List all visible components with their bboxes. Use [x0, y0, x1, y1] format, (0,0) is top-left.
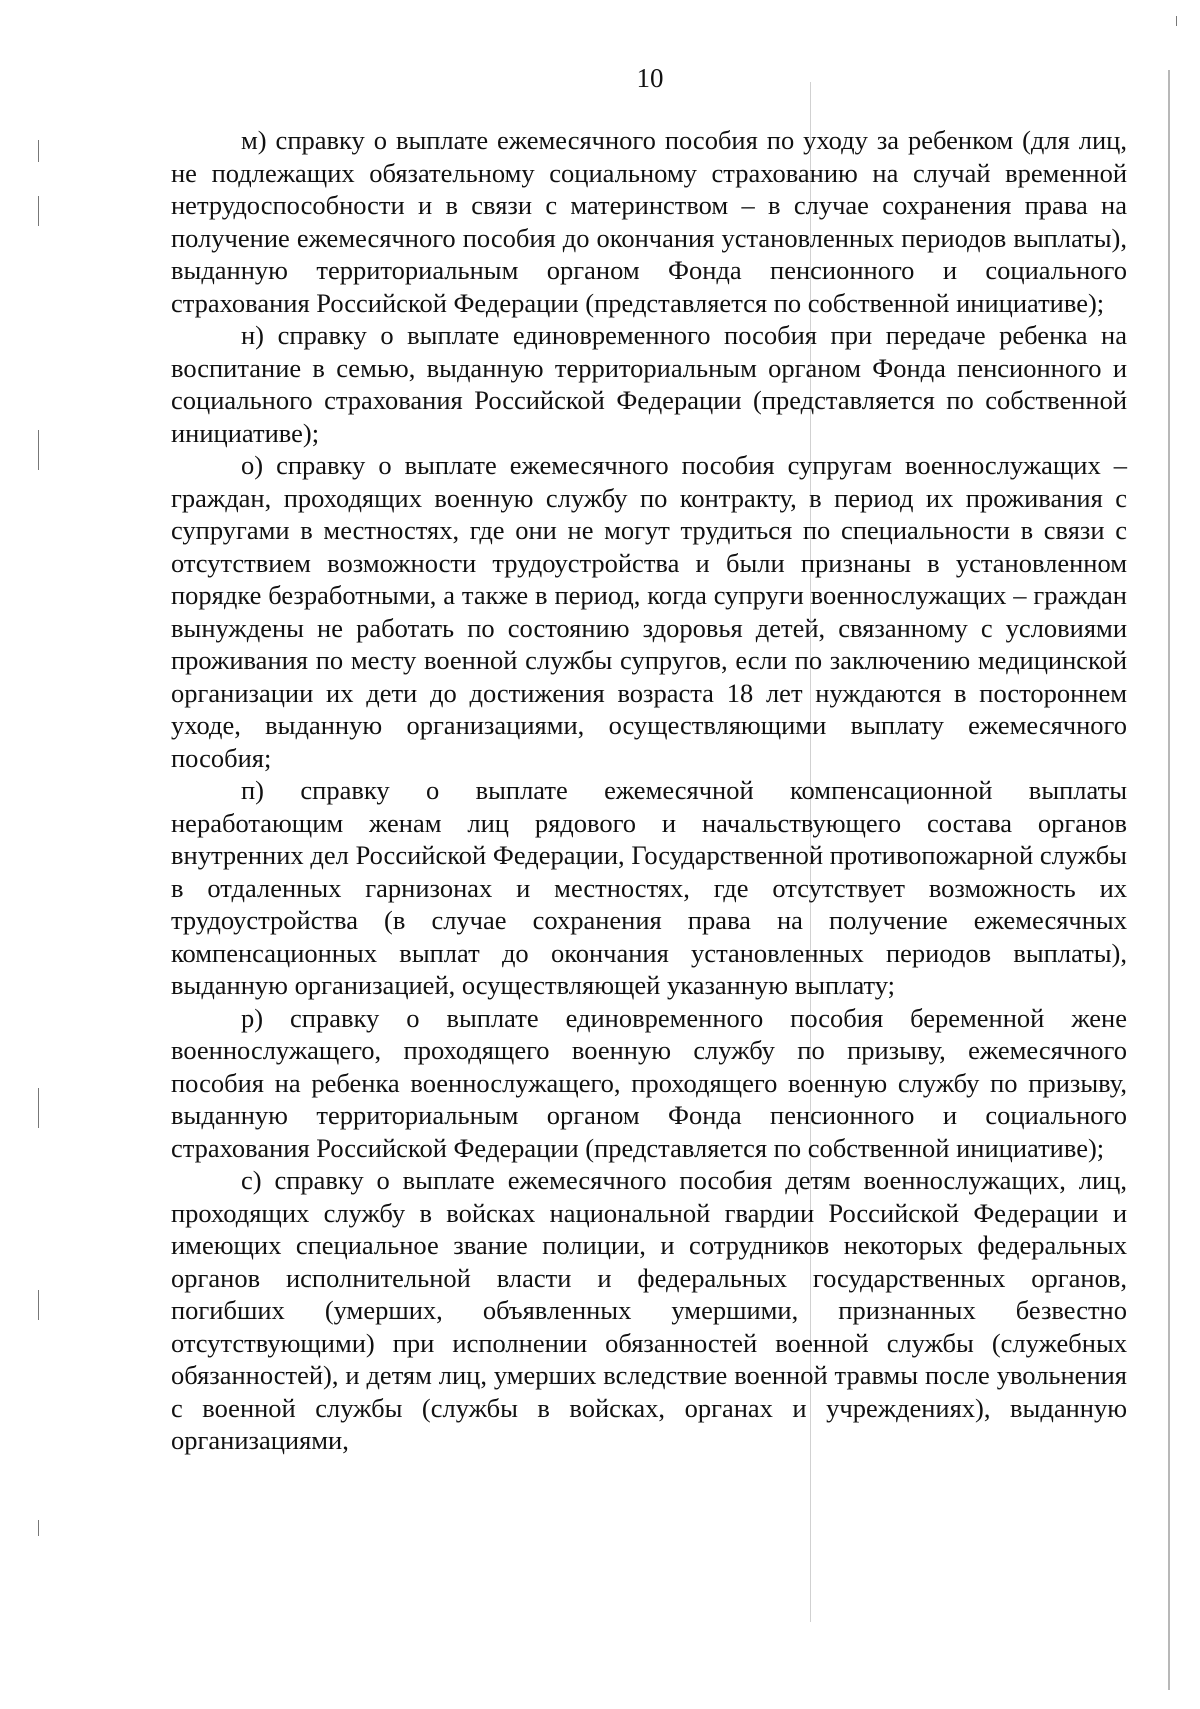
paragraph-o: о) справку о выплате ежемесячного пособия супругам военнослужащих – граждан, проходящих военную службу по контракту, в период их проживания с супругами в местностях, где они не могут трудиться по специальности в связи с отсутствием возможности трудоустройства и были признаны в установленном порядке безработными, а также в период, когда супруги военнослужащих – граждан вынуждены не работать по состоянию здоровья детей, связанному с условиями проживания по месту военной службы супругов, если по заключению медицинской организации их дети до достижения возраста 18 лет нуждаются в постороннем уходе, выданную организациями, осуществляющими выплату ежемесячного пособия;	[171, 450, 1127, 773]
page-number: 10	[636, 63, 664, 93]
scan-edge-line	[1168, 70, 1170, 1690]
scan-mark	[1176, 16, 1177, 26]
scan-mark	[38, 196, 39, 226]
scan-mark	[38, 1088, 39, 1128]
document-body	[171, 124, 1127, 1457]
paragraph-n: н) справку о выплате единовременного пособия при передаче ребенка на воспитание в семью, выданную территориальным органом Фонда пенсионного и социального страхования Российской Федерации (представляется по собственной инициативе);	[171, 320, 1127, 448]
paragraph-m: м) справку о выплате ежемесячного пособия по уходу за ребенком (для лиц, не подлежащих обязательному социальному страхованию на случай временной нетрудоспособности и в связи с материнством – в случае сохранения права на получение ежемесячного пособия до окончания установленных периодов выплаты), выданную территориальным органом Фонда пенсионного и социального страхования Российской Федерации (представляется по собственной инициативе);	[171, 125, 1127, 318]
scan-mark	[38, 1290, 39, 1320]
paragraph-r: р) справку о выплате единовременного пособия беременной жене военнослужащего, проходящего военную службу по призыву, ежемесячного пособия на ребенка военнослужащего, проходящего военную службу по призыву, выданную территориальным органом Фонда пенсионного и социального страхования Российской Федерации (представляется по собственной инициативе);	[171, 1002, 1127, 1163]
scan-mark	[38, 1520, 39, 1536]
paragraph-s: с) справку о выплате ежемесячного пособия детям военнослужащих, лиц, проходящих службу в войсках национальной гвардии Российской Федерации и имеющих специальное звание полиции, и сотрудников некоторых федеральных органов исполнительной власти и федеральных государственных органов, погибших (умерших, объявленных умершими, признанных безвестно отсутствующими) при исполнении обязанностей военной службы (служебных обязанностей), и детям лиц, умерших вследствие военной травмы после увольнения с военной службы (службы в войсках, органах и учреждениях), выданную организациями,	[171, 1165, 1127, 1455]
scan-mark	[38, 430, 39, 470]
paragraph-p: п) справку о выплате ежемесячной компенсационной выплаты неработающим женам лиц рядового и начальствующего состава органов внутренних дел Российской Федерации, Государственной противопожарной службы в отдаленных гарнизонах и местностях, где отсутствует возможность их трудоустройства (в случае сохранения права на получение ежемесячных компенсационных выплат до окончания установленных периодов выплаты), выданную организацией, осуществляющей указанную выплату;	[171, 775, 1127, 1000]
scan-mark	[38, 140, 39, 162]
